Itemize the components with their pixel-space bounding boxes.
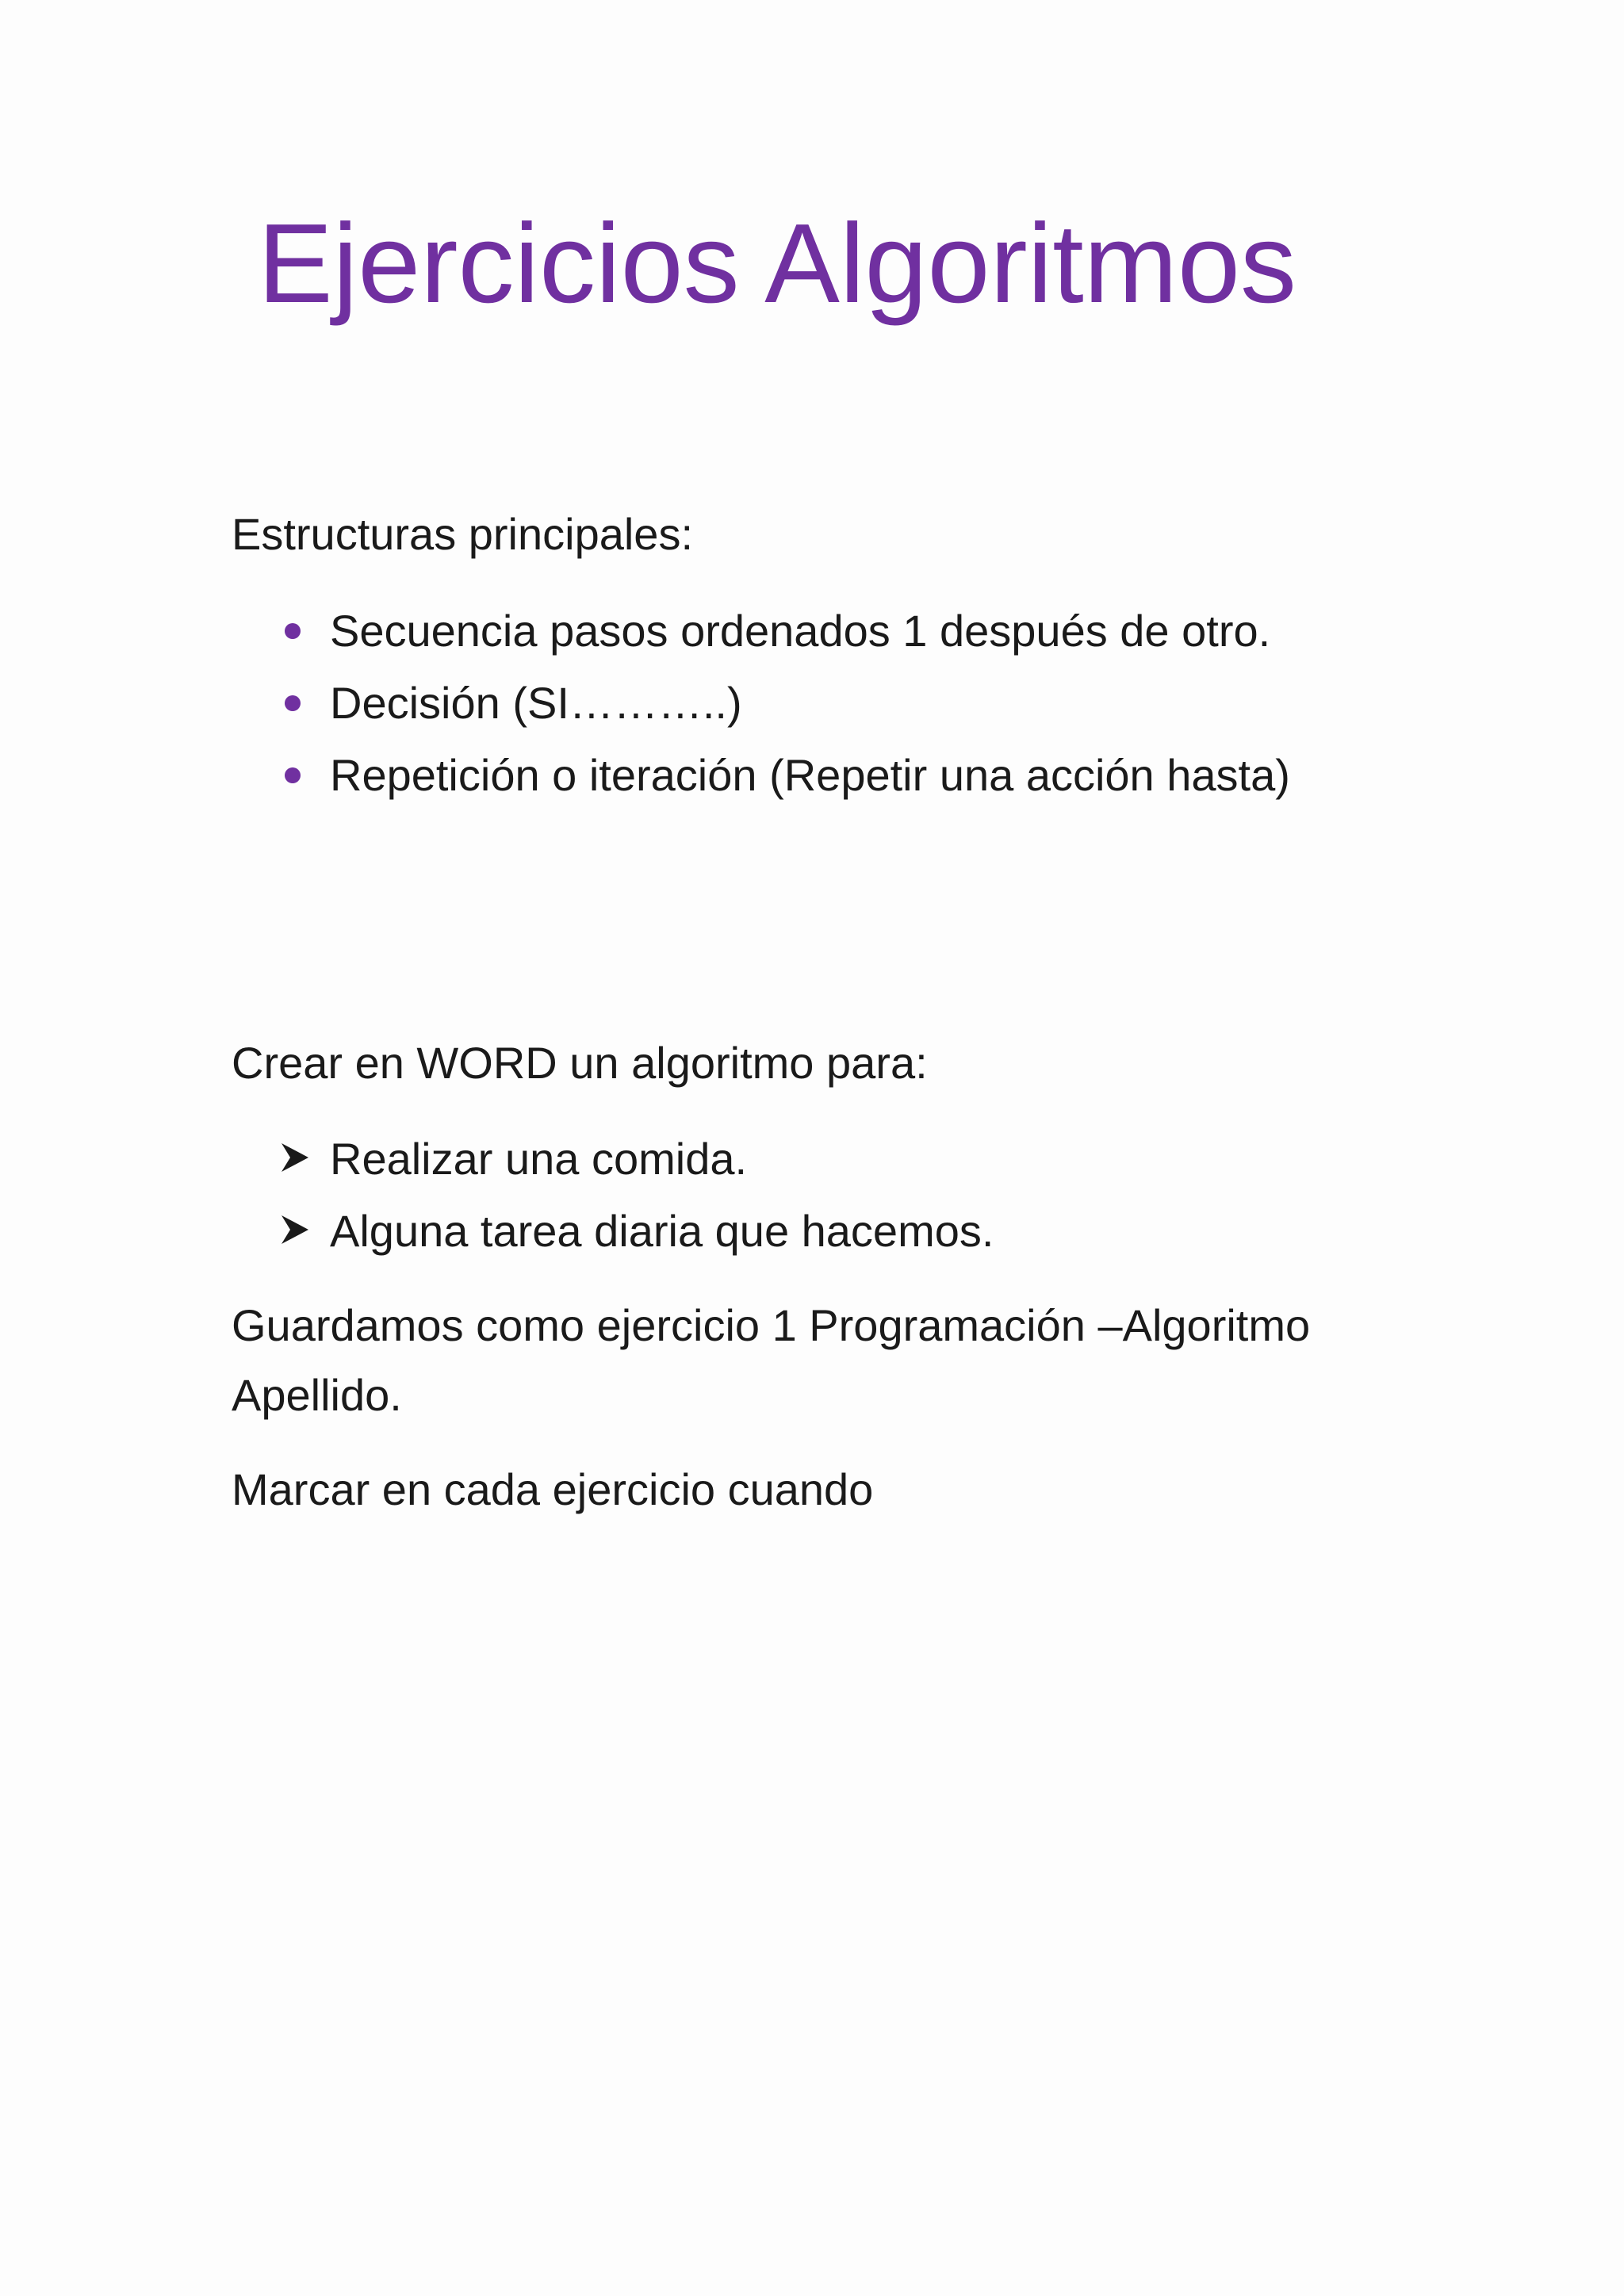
list-item: [232, 1132, 994, 1204]
save-instructions: Guardamos como ejercicio 1 Programación –Algoritmo Apellido.: [232, 1300, 1311, 1420]
arrow-bullet-icon: [279, 1212, 311, 1247]
task-list: [232, 1132, 994, 1276]
arrow-bullet-icon: [279, 1140, 311, 1175]
bullet-dot-icon: [285, 623, 301, 639]
list-item-label: Realizar una comida.: [330, 1134, 748, 1184]
list-item: [232, 604, 1290, 676]
structures-heading: Estructuras principales:: [232, 509, 694, 559]
list-item: [232, 1204, 994, 1276]
task-heading: Crear en WORD un algoritmo para:: [232, 1038, 928, 1088]
list-item: [232, 748, 1290, 821]
list-item-label: Repetición o iteración (Repetir una acción hasta): [330, 750, 1290, 800]
bullet-dot-icon: [285, 767, 301, 783]
list-item-label: Decisión (SI………..): [330, 678, 742, 728]
page-title: Ejercicios Algoritmos: [258, 201, 1297, 327]
bullet-dot-icon: [285, 695, 301, 711]
structures-list: [232, 604, 1290, 821]
list-item-label: Alguna tarea diaria que hacemos.: [330, 1206, 994, 1256]
list-item: [232, 676, 1290, 748]
mark-instructions: Marcar en cada ejercicio cuando: [232, 1464, 874, 1514]
list-item-label: Secuencia pasos ordenados 1 después de otro.: [330, 606, 1271, 656]
